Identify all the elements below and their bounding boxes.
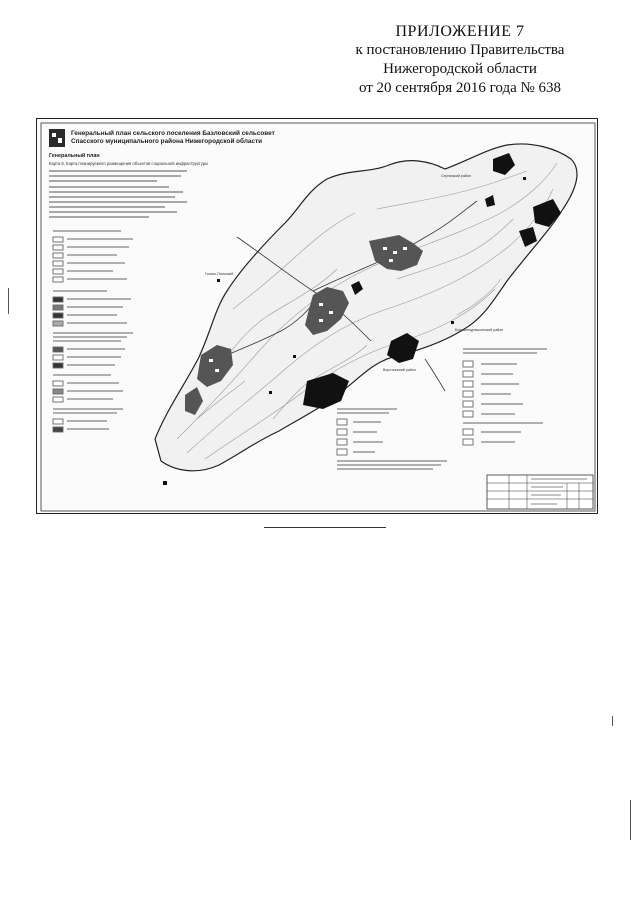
- appendix-title: ПРИЛОЖЕНИЕ 7: [395, 23, 525, 40]
- map-legend: [53, 231, 133, 432]
- appendix-header: [300, 22, 620, 98]
- map-logo-mark: [52, 133, 56, 137]
- label-west-district: Ганско-Пальский: [205, 272, 234, 276]
- map-logo-mark-2: [58, 138, 62, 143]
- appendix-line-2: Нижегородской области: [383, 61, 537, 77]
- scan-artifact-right-2: [612, 716, 613, 726]
- page-divider: [264, 527, 386, 528]
- label-east-district: Большемурашкинский район: [455, 328, 504, 332]
- map-legend-right: [463, 349, 547, 445]
- map-subtitle: Генеральный план: [49, 153, 100, 159]
- label-north-district: Сергачский район: [441, 174, 471, 178]
- map-logo: [49, 129, 65, 147]
- map-title-line-2: Спасского муниципального района Нижегородской области: [71, 138, 263, 145]
- caption-fine-print: [49, 171, 187, 217]
- map-drawing: [37, 119, 599, 515]
- title-block-stamp: [487, 475, 593, 509]
- scan-artifact-right: [630, 800, 631, 840]
- map-legend-bottom: [337, 409, 447, 469]
- map-title-line-1: Генеральный план сельского поселения Базловский сельсовет: [71, 130, 275, 137]
- appendix-line-1: к постановлению Правительства: [355, 42, 565, 58]
- label-south-district: Воротынский район: [383, 368, 416, 372]
- scan-artifact-left: [8, 288, 9, 314]
- appendix-line-3: от 20 сентября 2016 года № 638: [358, 80, 562, 96]
- map-card-caption: Карта 8. Карта планируемого размещения объектов социальной инфраструктуры: [49, 161, 209, 166]
- general-plan-map-sheet: [36, 118, 598, 514]
